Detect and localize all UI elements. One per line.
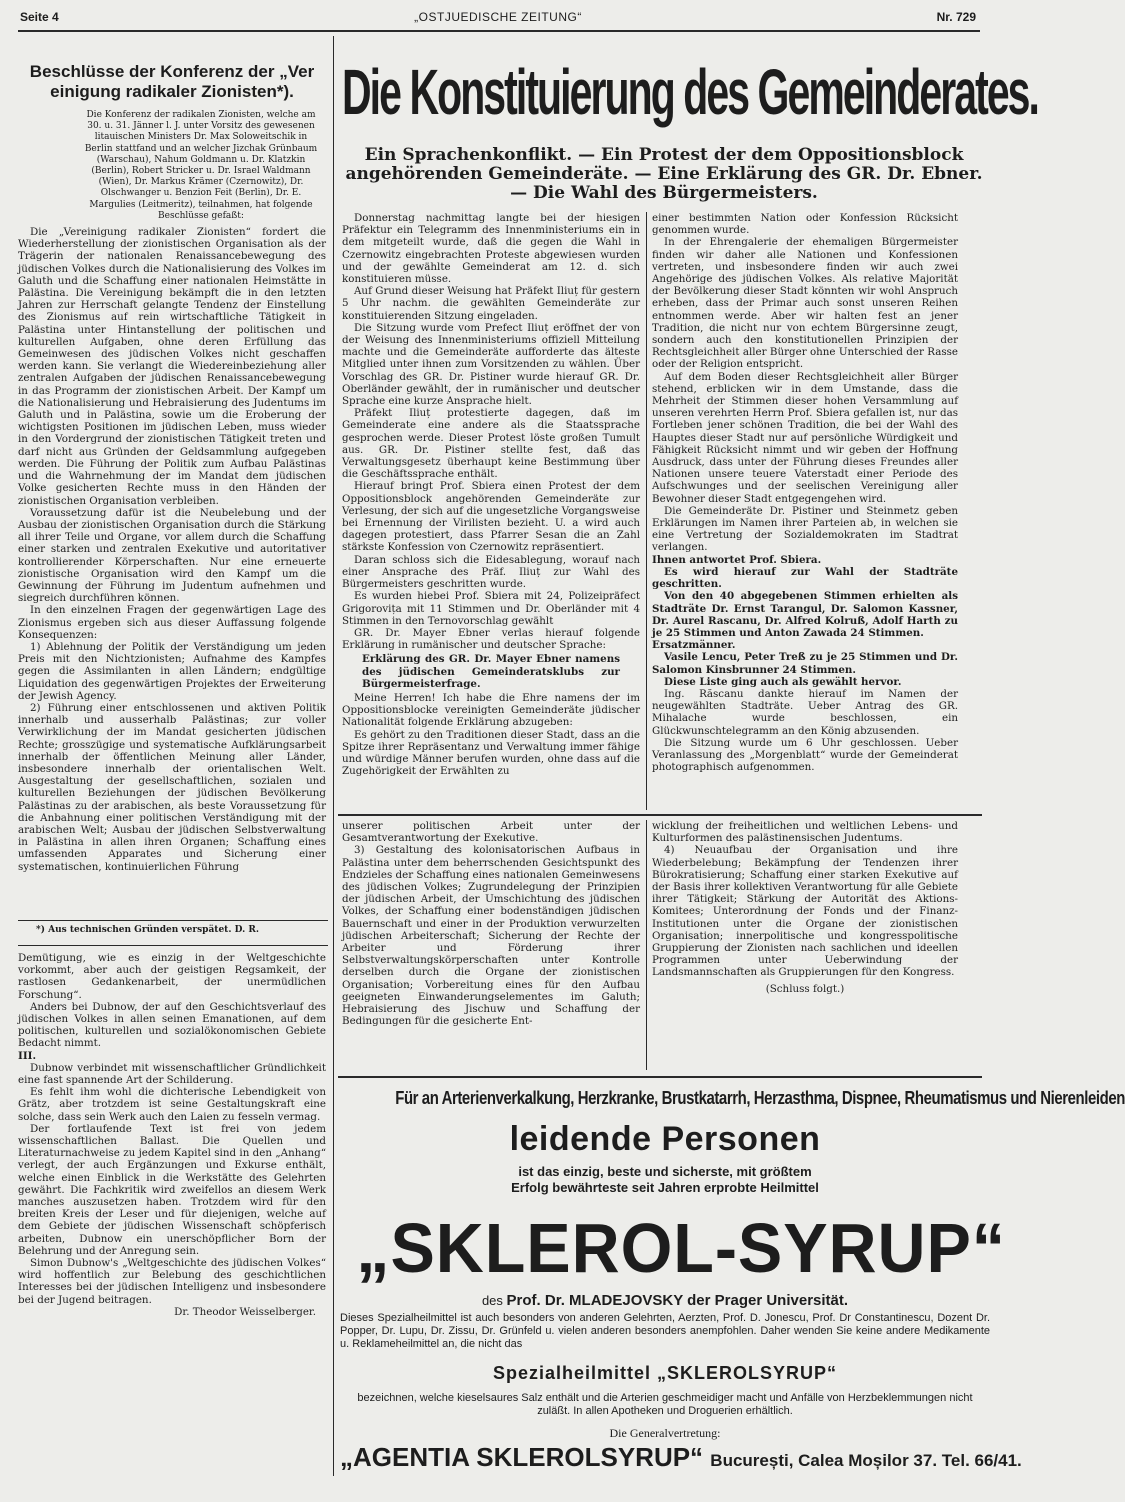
ad-description: Dieses Spezialheilmittel ist auch besonders von anderen Gelehrten, Aerzten, Prof. D. Jonescu, Prof. Dr Constantinescu, Dozent Dr. Popper, Dr. Lupu, Dr. Zissu, Dr. Grünfeld u. vielen anderen besonders anempfohlen. Daher wenden Sie keine andere Medikamente u. Reklameheilmittel an, die nicht das [340,1312,990,1350]
paragraph: einer bestimmten Nation oder Konfession Rücksicht genommen wurde. [652,212,958,237]
paragraph: Simon Dubnow's „Weltgeschichte des jüdischen Volkes“ wird hoffentlich zur Belebung des geschichtlichen Interesses bei der jüdischen Intelligenz und insbesondere bei der Jugend beitragen. [18,1257,326,1306]
signature: Dr. Theodor Weisselberger. [174,1305,316,1318]
header-rule [18,30,980,32]
ad-byline: des Prof. Dr. MLADEJOVSKY der Prager Universität. [481,1292,849,1309]
left-article-footnote: *) Aus technischen Gründen verspätet. D. R. [36,925,259,935]
paragraph: Der fortlaufende Text ist frei von jedem wissenschaftlichen Ballast. Die Quellen und Literaturnachweise zu jedem Kapitel sind in den „Anhang“ verlegt, der auch Ergänzungen und Exkurse enthält, welche einen Einblick in die Werkstätte des Gelehrten gewährt. Die Fachkritik wird zweifellos an diesem Werk manches auszusetzen haben. Trotzdem wird für den breiten Kreis der Leser und für diejenigen, welche auf dem Gebiete der jüdischen Wissenschaft schöpferisch arbeiten, Dubnow ein unerschöpflicher Born der Belehrung und der Anregung sein. [18,1122,326,1257]
left-bottom-article [18,952,326,1472]
left-article [18,62,326,964]
paragraph: Meine Herren! Ich habe die Ehre namens der im Oppositionsblocke vereinigten Gemeinderäte jüdischer Nationalität folgende Erklärung abzugeben: [342,691,640,729]
main-article-col-a [342,212,640,810]
ad-description-2: bezeichnen, welche kieselsaures Salz enthält und die Arterien geschmeidiger macht und Anfälle von Herzbeklemmungen nicht zuläßt. In allen Apotheken und Droguerien erhältlich. [357,1392,973,1417]
left-article-intro: Die Konferenz der radikalen Zionisten, welche am 30. u. 31. Jänner l. J. unter Vorsitz des gewesenen litauischen Ministers Dr. Max Soloweitschik in Berlin stattfand und an welcher Jizchak Grünbaum (Warschau), Nahum Goldmann u. Dr. Klatzkin (Berlin), Robert Stricker u. Dr. Israel Waldmann (Wien), Dr. Markus Krämer (Czernowitz), Dr. Olschwanger u. Benzion Feit (Berlin), Dr. E. Margulies (Leitmeritz), teilnahmen, hat folgende Beschlüsse gefaßt: [84,110,318,221]
column-divider-cont [646,820,647,1070]
paragraph: Anders bei Dubnow, der auf den Geschichtsverlauf des jüdischen Volkes in allen seinen Emanationen, auf dem politischen, kulturellen und sozialökonomischen Gebiete Bedacht nimmt. [18,1000,326,1050]
paragraph: Daran schloss sich die Eidesablegung, worauf nach einer Ansprache des Präf. Iliuț zur Wahl des Bürgermeisters geschritten wurde. [342,553,640,591]
paragraph: Präfekt Iliuț protestierte dagegen, daß im Gemeinderate eine andere als die Staatssprache gesprochen werde. Dieser Protest löste großen Tumult aus. GR. Dr. Pistiner stellte fest, daß das Verwaltungsgesetz überhaupt keine Bestimmung über die Geschäftssprache enthält. [342,407,640,481]
declaration-heading: Erklärung des GR. Dr. Mayer Ebner namens des jüdischen Gemeinderatsklubs zur Bürgermeisterfrage. [362,653,620,690]
paragraph: Die Gemeinderäte Dr. Pistiner und Steinmetz geben Erklärungen im Namen ihrer Parteien ab, in welchen sie eine Vertretung der Sozialdemokraten im Stadtrat verlangen. [652,504,958,554]
footnote-rule [18,920,328,921]
ad-agency: „AGENTIA SKLEROLSYRUP“ București, Calea Moșilor 37. Tel. 66/41. [340,1442,1022,1472]
left-article-title-1: Beschlüsse der Konferenz der „Ver [29,62,315,81]
paragraph: wicklung der freiheitlichen und weltlichen Lebens- und Kulturformen des palästinensischen Judentums. [652,820,958,845]
ad-product-name: „SKLEROL-SYRUP“ [356,1209,1006,1287]
ad-rule [338,1076,982,1078]
paragraph: 1) Ablehnung der Politik der Verständigung um jeden Preis mit den Nichtzionisten; Aufnahme des Kampfes gegen die Assimilanten in allen Ländern; endgültige Liquidation des gegenwärtigen Projektes der Erweiterung der Jewish Agency. [18,640,326,702]
paragraph: Ihnen antwortet Prof. Sbiera. [652,553,822,566]
ad-line-3: ist das einzig, beste und sicherste, mit größtem Erfolg bewährteste seit Jahren erprobte Heilmittel [511,1164,819,1195]
page-number: Seite 4 [20,10,59,24]
paragraph: Die „Vereinigung radikaler Zionisten“ fordert die Wiederherstellung der zionistischen Organisation als der Trägerin der nationalen Renaissancebewegung des jüdischen Volkes durch die Nationalisierung des Volkes im Galuth und die Schaffung einer nationalen Heimstätte in Palästina. Die Vereinigung bekämpft die in den letzten Jahren zur Herrschaft gelangte Tendenz der Einstellung des Zionismus auf rein wirtschaftliche Tätigkeit in Palästina unter Hintanstellung der politischen und kulturellen Aufgaben, ohne deren Erfüllung das Gemeinwesen des jüdischen Volkes nicht geschaffen werden kann. Sie verlangt die Wiedereinbeziehung aller zentralen Aufgaben der jüdischen Renaissancebewegung in das Programm der zionistischen Arbeit. Der Kampf um die Nationalisierung und Hebraisierung des Judentums im Galuth und in Palästina, sowie um die Eroberung der wichtigsten Positionen im jüdischen Leben, muss wieder in den Vordergrund der zionistischen Tätigkeit treten und darf nicht aus Gründen der Geldsammlung aufgegeben werden. Die Führung der Politik zum Aufbau Palästinas und die Wahrnehmung der im Mandat dem jüdischen Volke gesicherten Rechte muss in den Händen der zionistischen Organisation verbleiben. [18,226,326,507]
main-subheadline: Ein Sprachenkonflikt. — Ein Protest der dem Oppositionsblock angehörenden Gemeinderäte. — Eine Erklärung des GR. Dr. Ebner. — Die Wahl des Bürgermeisters. [345,145,983,203]
section-rule [18,945,328,946]
paragraph: Diese Liste ging auch als gewählt hervor. [664,675,902,688]
page-header [18,6,978,28]
paragraph: In der Ehrengalerie der ehemaligen Bürgermeister finden wir daher alle Nationen und Konfessionen vertreten, und insbesondere finden wir auch zwei Angehörige des jüdischen Volkes. Als relative Majorität der Bevölkerung dieser Stadt könnten wir wohl Anspruch erheben, dass der Primar auch sonst unseren Reihen entnommen werde. Aber wir halten fest an jener Tradition, die nicht nur von echtem Bürgersinne zeugt, sondern auch den konstitutionellen Prinzipien der Rechtsgleichheit aller Bürger ohne Unterschied der Rasse oder der Religion entspricht. [652,236,958,371]
paragraph: Es fehlt ihm wohl die dichterische Lebendigkeit von Grätz, aber trotzdem ist seine Gestaltungskraft eine solche, dass sein Werk auch den Laien zu fesseln vermag. [18,1086,326,1123]
paragraph: Voraussetzung dafür ist die Neubelebung und der Ausbau der zionistischen Organisation durch die Stärkung all ihrer Teile und Organe, vor allem durch die Schaffung einer starken und zentralen Exekutive und autoritativer kontrollierender Körperschaften. Nur eine erneuerte zionistische Organisation wird den Kampf um die Gewinnung der Führung im Judentum aufnehmen und siegreich durchführen können. [18,506,326,605]
paragraph: Hierauf bringt Prof. Sbiera einen Protest der dem Oppositionsblock angehörenden Gemeinderäte zur Verlesung, der sich auf die ungesetzliche Vorgangsweise bei Ernennung der Virilisten bezieht. U. a wird auch dagegen protestiert, dass Pfarrer Sesan die an Zahl stärkste Konfession von Czernowitz repräsentiert. [342,480,640,554]
paragraph: 2) Führung einer entschlossenen und aktiven Politik innerhalb und ausserhalb Palästinas; zur voller Verwirklichung der im Mandat gesicherten jüdischen Rechte; grosszügige und systematische Aufklärungsarbeit innerhalb der öffentlichen Meinung aller Länder, insbesondere innerhalb der orientalischen Welt. Ausgestaltung der gesellschaftlichen, sozialen und kulturellen Beziehungen der jüdischen Bevölkerung Palästinas zu der arabischen, als beste Voraussetzung für die Anbahnung einer politischen Verständigung mit der arabischen Welt; Ausbau der jüdischen Selbstverwaltung in Palästina in allen ihren Organen; Schaffung eines umfassenden Apparates und Sicherung einer systematischen, kontinuierlichen Führung [18,701,326,873]
ad-line-1: Für an Arterienverkalkung, Herzkranke, Brustkatarrh, Herzasthma, Dispnee, Rheumatismus und Nierenleiden [395,1088,1125,1108]
issue-number: Nr. 729 [936,10,976,24]
column-divider-main [646,212,647,810]
paragraph: Es wurden hiebei Prof. Sbiera mit 24, Polizeipräfect Grigorovița mit 11 Stimmen und Dr. Oberländer mit 4 Stimmen in den Ternovorschlag gewählt [342,590,640,627]
paragraph: Die Sitzung wurde um 6 Uhr geschlossen. Ueber Veranlassung des „Morgenblatt“ wurde der Gemeinderat photographisch aufgenommen. [652,736,958,774]
main-article-col-b [652,212,958,810]
paragraph: Demütigung, wie es einzig in der Weltgeschichte vorkommt, aber auch der geistigen Regsamkeit, der rastlosen Gedankenarbeit, der unermüdlichen Forschung“. [18,952,326,1001]
paragraph: Von den 40 abgegebenen Stimmen erhielten als Stadträte Dr. Ernst Tarangul, Dr. Salomon Kassner, Dr. Aurel Rascanu, Dr. Alfred Kolruß, Adolf Harth zu je 25 Stimmen und Anton Zawada 24 Stimmen. [652,590,958,639]
continuation-col-c [342,820,640,1070]
paragraph: Vasile Lencu, Peter Treß zu je 25 Stimmen und Dr. Salomon Kinsbrunner 24 Stimmen. [652,651,958,676]
ad-line-2: leidende Personen [509,1120,821,1158]
paragraph: In den einzelnen Fragen der gegenwärtigen Lage des Zionismus ergeben sich aus dieser Auffassung folgende Konsequenzen: [18,604,326,641]
paragraph: Es wird hierauf zur Wahl der Stadträte geschritten. [652,565,958,591]
ad-spezial: Spezialheilmittel „SKLEROLSYRUP“ [492,1363,838,1383]
ersatz-heading: Ersatzmänner. [652,639,736,652]
paragraph: Auf dem Boden dieser Rechtsgleichheit aller Bürger stehend, erblicken wir in dem Umstande, dass die Mehrheit der Stimmen dieser hohen Versammlung auf unseren verehrten Herrn Prof. Sbiera gefallen ist, nur das Fortleben jener schönen Tradition, die bei der Wahl des Hauptes dieser Stadt nur auf persönliche Würdigkeit und Fähigkeit Rücksicht nimmt und wir geben der Hoffnung Ausdruck, dass unter der Führung dieses Freundes aller Nationen unsere teuere Vaterstadt einer Periode des Aufschwunges und der seelischen Vereinigung aller Bewohner dieser Stadt entgegengehen wird. [652,370,958,505]
section-rule-2 [338,814,982,816]
continuation-col-d [652,820,958,1070]
paragraph: 4) Neuaufbau der Organisation und ihre Wiederbelebung; Bekämpfung der Tendenzen ihrer Bürokratisierung; Schaffung einer starken Exekutive auf der Basis ihrer kollektiven Verantwortung für alle Gebiete ihrer Tätigkeit; Stärkung der Autorität des Aktions-Komitees; Unterordnung der Fonds und der Finanz-Institutionen unter die Organe der zionistischen Organisation; innerpolitische und kongresspolitische Gruppierung der Zionisten nach sachlichen und ideellen Programmen unter Ueberwindung der Landsmannschaften als Gruppierungen für den Kongress. [652,844,958,979]
paragraph: Ing. Răscanu dankte hierauf im Namen der neugewählten Stadträte. Ueber Antrag des GR. Mihalache wurde beschlossen, ein Glückwunschtelegramm an den König abzusenden. [652,687,958,737]
ad-general-agency-label: Die Generalvertretung: [609,1426,721,1440]
paragraph: GR. Dr. Mayer Ebner verlas hierauf folgende Erklärung in rumänischer und deutscher Sprache: [342,626,640,652]
main-headline: Die Konstituierung des Gemeinderates. [342,56,1038,128]
paragraph: Donnerstag nachmittag langte bei der hiesigen Präfektur ein Telegramm des Innenministeriums ein in dem mitgeteilt wurde, daß die gegen die Wahl in Czernowitz eingebrachten Proteste abgewiesen wurden und der gewählte Gemeinderat am 12. d. sich konstituieren müsse. [342,212,640,286]
section-numeral: III. [18,1049,37,1062]
column-divider-left [333,36,334,1476]
paragraph: Die Sitzung wurde vom Prefect Iliuț eröffnet der von der Weisung des Innenministeriums offiziell Mitteilung machte und die Gemeinderäte aufforderte das älteste Mitglied unter ihnen zum Vorsitzenden zu wählen. Über Vorschlag des GR. Dr. Pistiner wurde hierauf GR. Dr. Oberländer gewählt, der in rumänischer und deutscher Sprache eine kurze Ansprache hielt. [342,321,640,408]
paragraph: Dubnow verbindet mit wissenschaftlicher Gründlichkeit eine fast spannende Art der Schilderung. [18,1061,326,1087]
paragraph: Auf Grund dieser Weisung hat Präfekt Iliuț für gestern 5 Uhr nachm. die gewählten Gemeinderäte zur konstituierenden Sitzung eingeladen. [342,285,640,322]
newspaper-title: „OSTJUEDISCHE ZEITUNG“ [414,10,582,24]
advertisement [340,1080,1125,1480]
left-article-title-2: einigung radikaler Zionisten*). [50,82,294,101]
to-be-continued: (Schluss folgt.) [765,982,845,995]
paragraph: Es gehört zu den Traditionen dieser Stadt, dass an die Spitze ihrer Repräsentanz und Verwaltung immer fähige und würdige Männer berufen wurden, ohne dass auf die Zugehörigkeit der Erwählten zu [342,728,640,778]
paragraph: 3) Gestaltung des kolonisatorischen Aufbaus in Palästina unter dem beherrschenden Gesichtspunkt des Endzieles der Schaffung eines nationalen Gemeinwesens des jüdischen Volkes; Zugrundelegung der Prinzipien der jüdischen Arbeit, der Umschichtung des jüdischen Volkes, der Schaffung einer bodenständigen jüdischen Bauernschaft und einer in der Produktion verwurzelten jüdischen Arbeiterschaft; Sicherung der Rechte der Arbeiter und Förderung ihrer Selbstverwaltungskörperschaften unter Kontrolle derselben durch die Organe der zionistischen Organisation; Vorbereitung eines für den Aufbau geeigneten Einwanderungselementes im Galuth; Hebraisierung des Jischuw und Schaffung der Bedingungen für die gesicherte Ent- [342,844,640,1028]
paragraph: unserer politischen Arbeit unter der Gesamtverantwortung der Exekutive. [342,820,640,845]
